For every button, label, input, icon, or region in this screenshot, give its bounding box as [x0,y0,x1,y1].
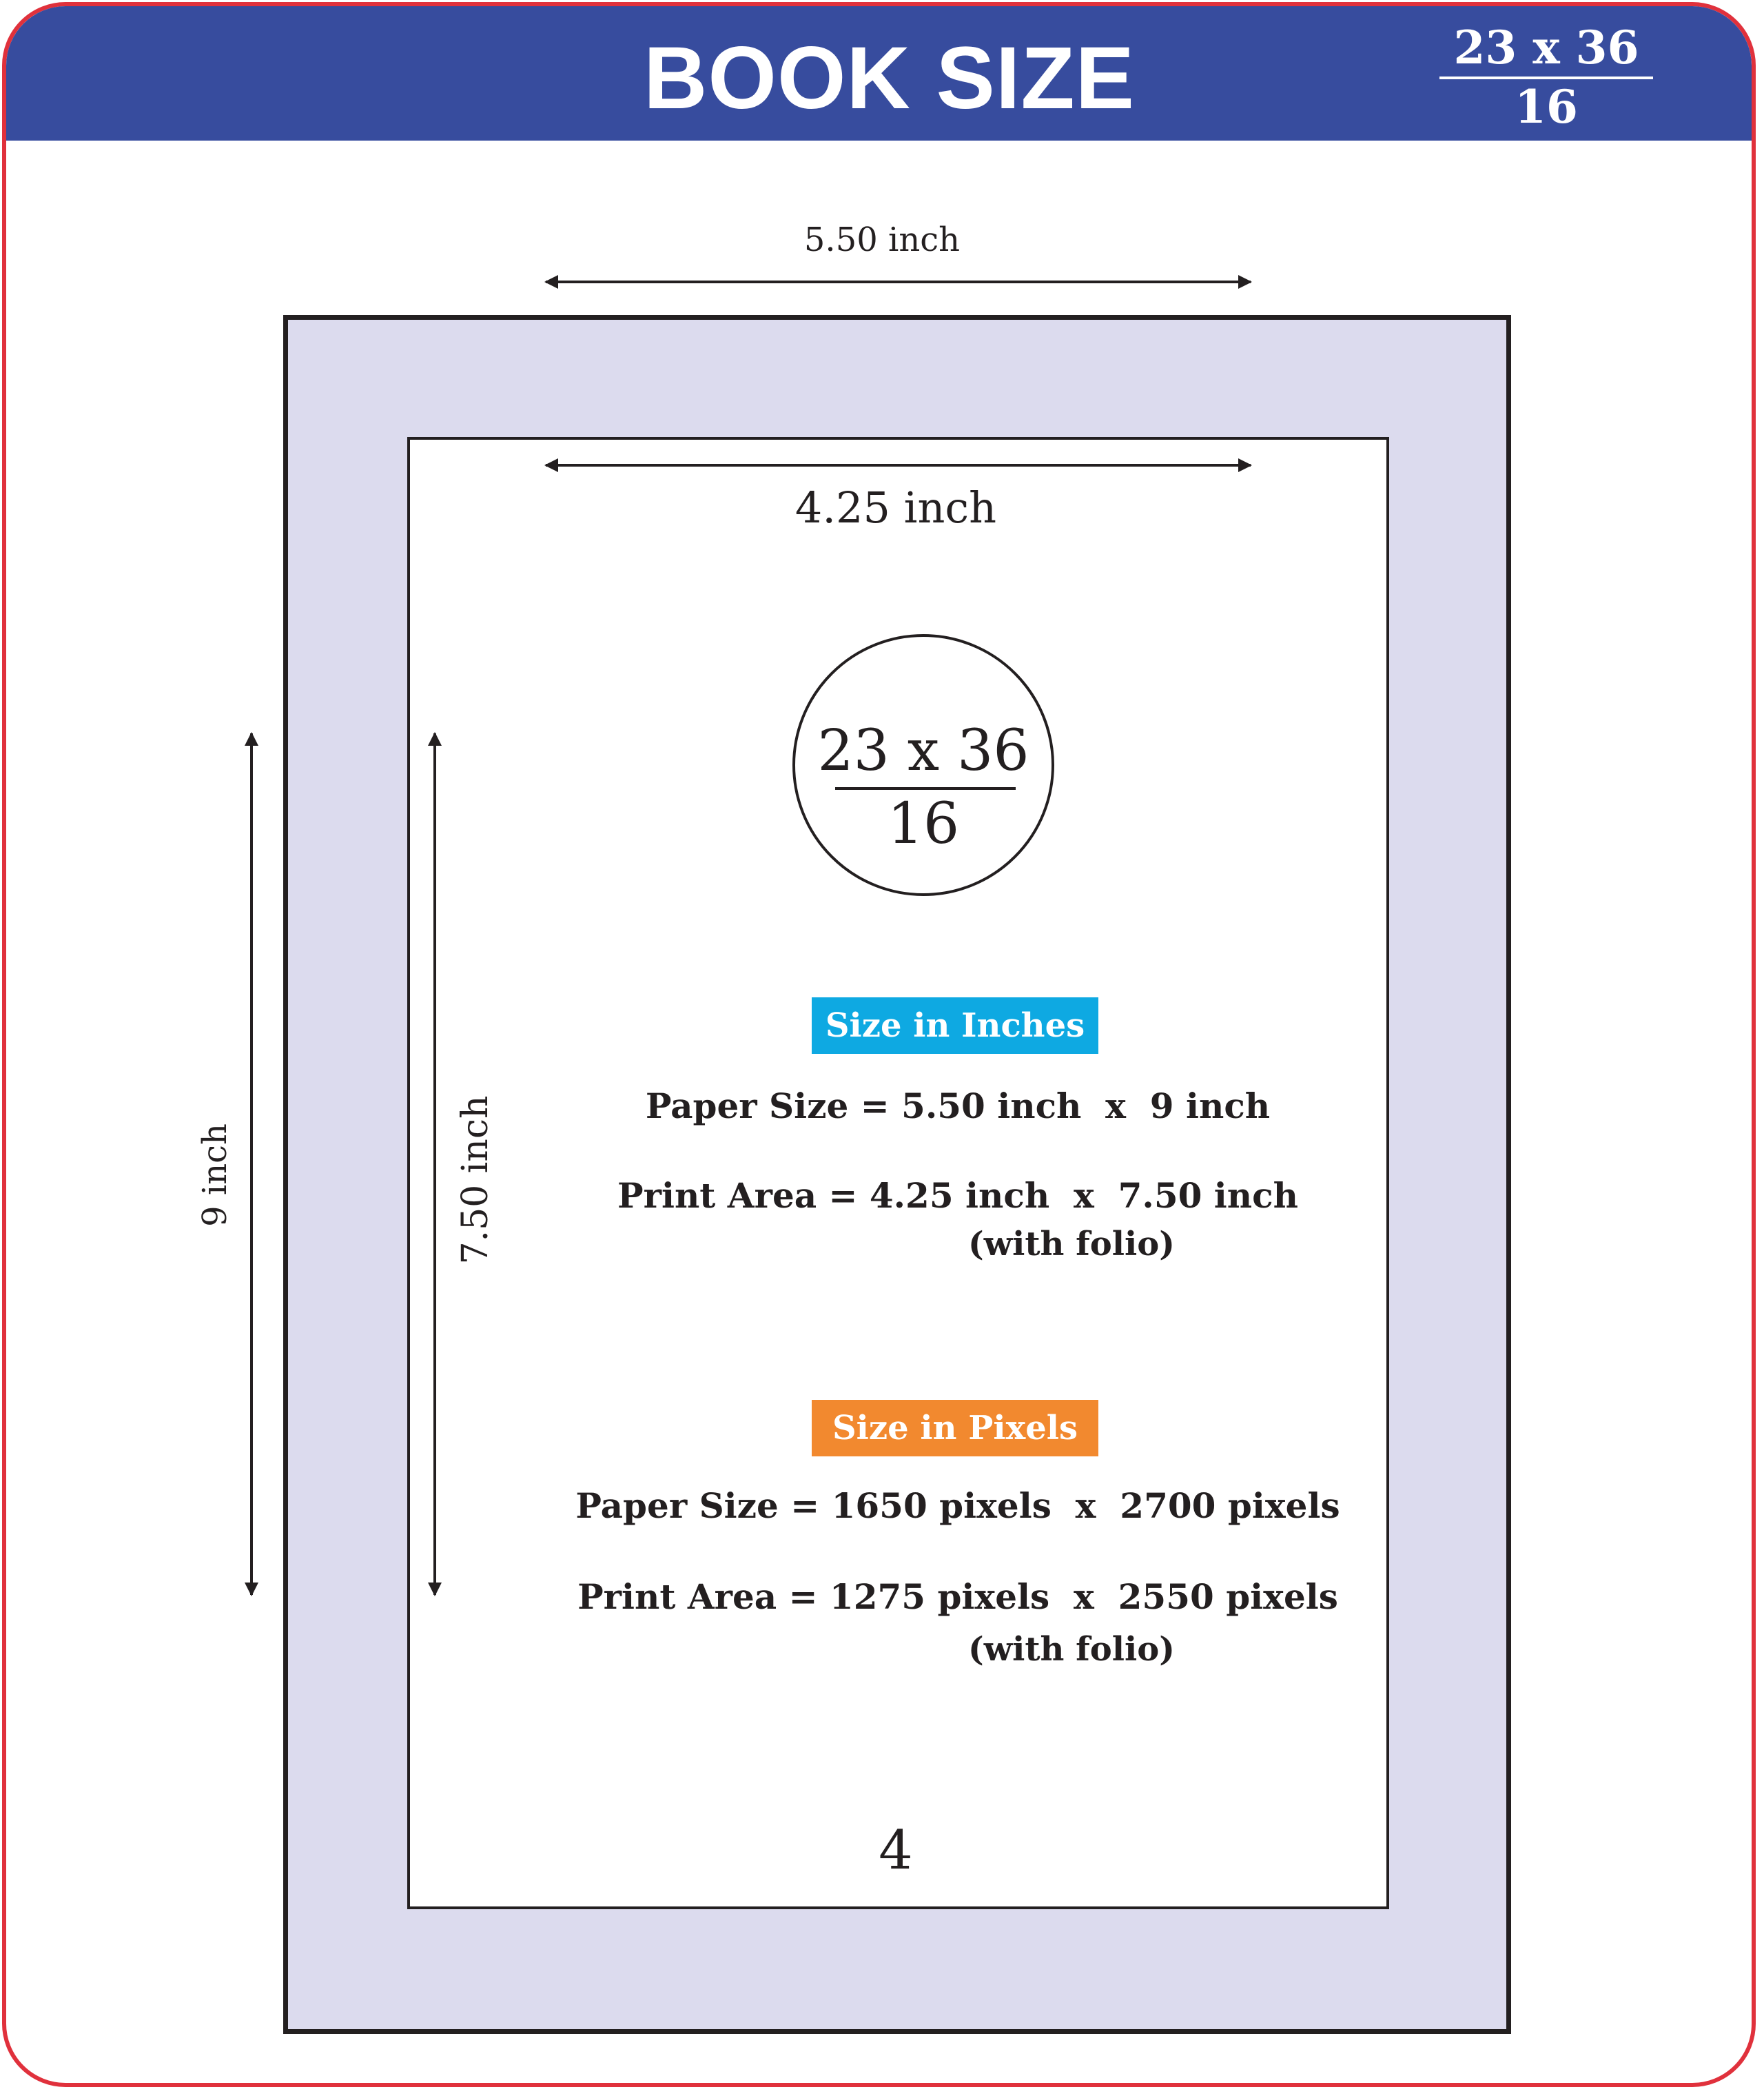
page-number: 4 [879,1820,913,1882]
header-fraction-numerator: 23 x 36 [1439,21,1653,79]
print-width-label: 4.25 inch [794,482,997,533]
inch-paper-size-text: Paper Size = 5.50 inch x 9 inch [645,1086,1271,1126]
paper-width-label: 5.50 inch [803,221,961,259]
pixel-folio-note: (with folio) [968,1630,1175,1669]
inch-folio-note: (with folio) [968,1225,1175,1263]
print-height-label: 7.50 inch [455,1095,496,1265]
inch-print-area-text: Print Area = 4.25 inch x 7.50 inch [617,1175,1298,1216]
pixel-paper-size-text: Paper Size = 1650 pixels x 2700 pixels [575,1485,1340,1526]
size-in-inches-heading: Size in Inches [812,997,1098,1054]
badge-fraction-bar [835,787,1016,790]
header-fraction-denominator: 16 [1515,80,1578,134]
paper-height-label: 9 inch [196,1123,234,1227]
pixel-print-area-text: Print Area = 1275 pixels x 2550 pixels [577,1576,1338,1617]
size-in-pixels-heading: Size in Pixels [812,1400,1098,1456]
badge-numerator: 23 x 36 [817,718,1029,784]
page-title: BOOK SIZE [643,29,1136,128]
badge-denominator: 16 [887,791,960,857]
size-badge-circle [792,634,1054,896]
